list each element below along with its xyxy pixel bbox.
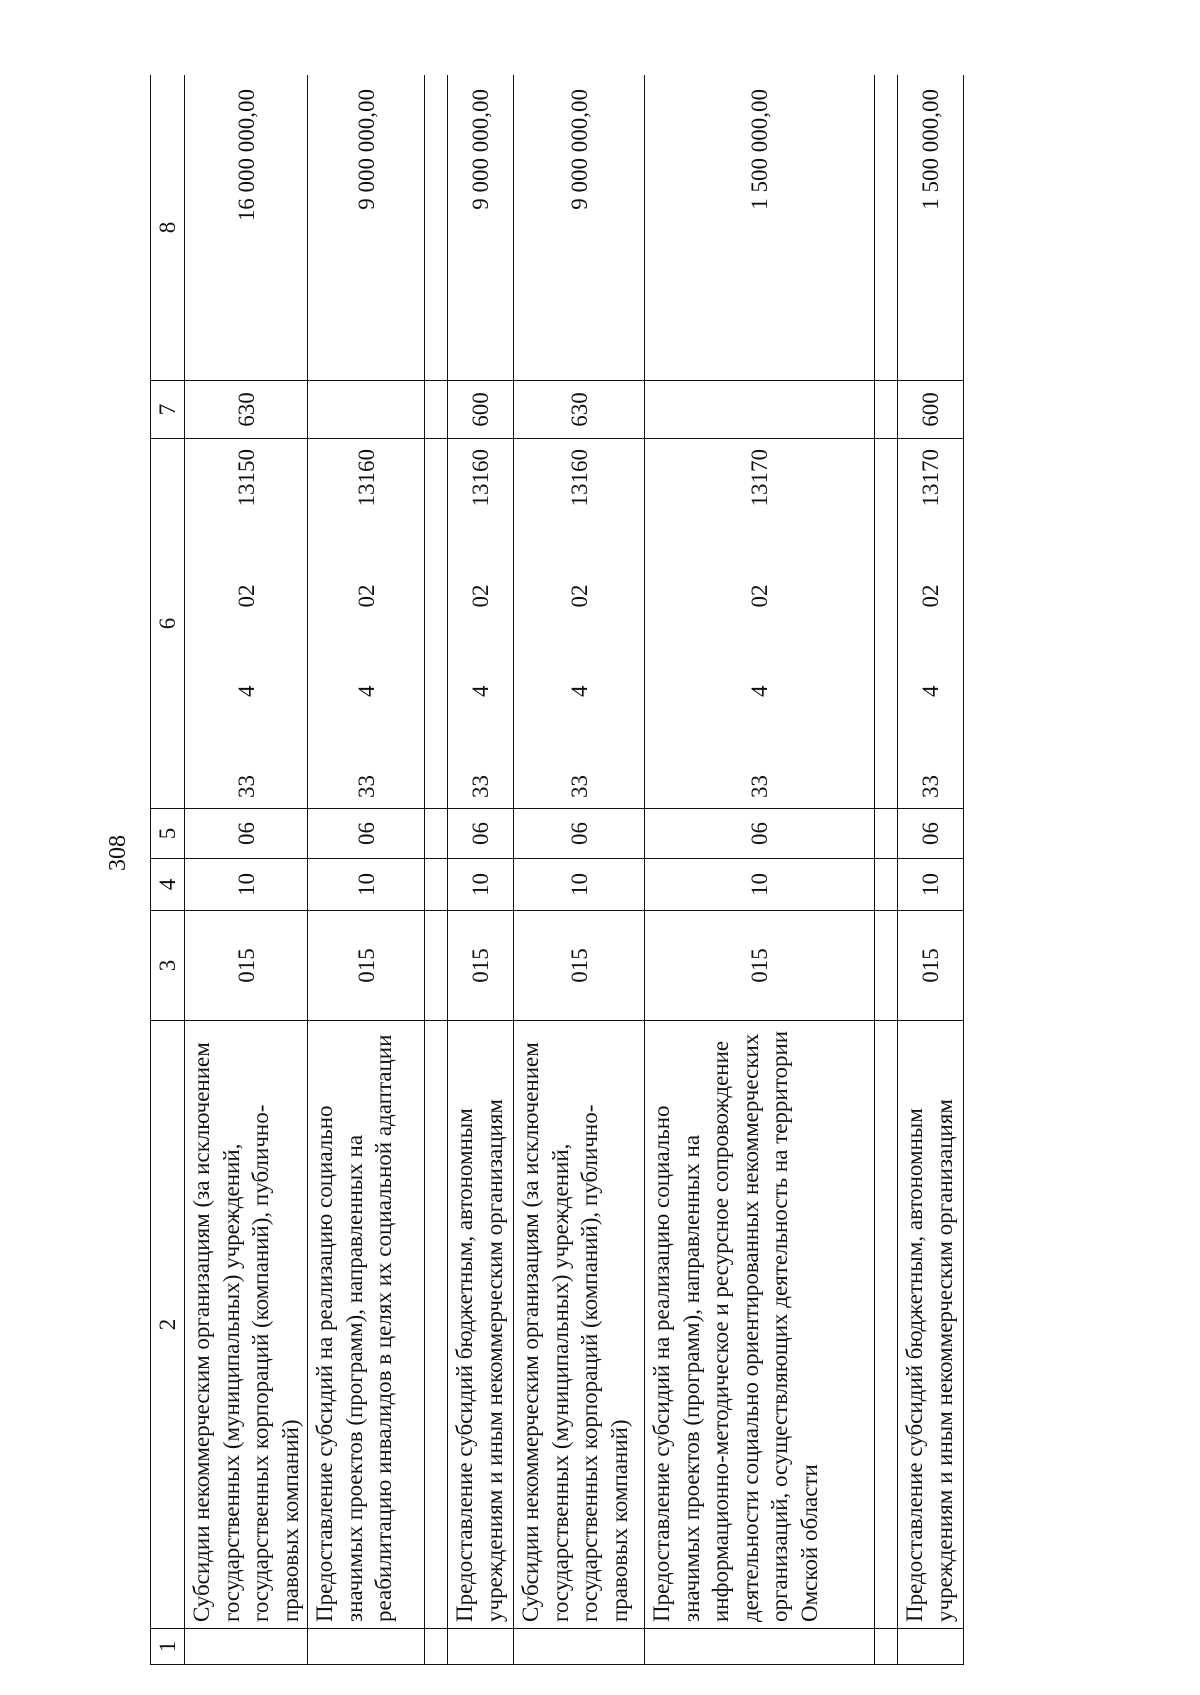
table-row bbox=[448, 75, 514, 1665]
code-event: 02 bbox=[353, 584, 379, 608]
row-section: 10 bbox=[308, 859, 425, 911]
row-number-cell bbox=[185, 1629, 308, 1665]
code-program: 33 bbox=[747, 775, 773, 798]
header-col-7: 7 bbox=[151, 381, 185, 439]
row-number-cell bbox=[898, 1629, 964, 1665]
row-admin-code: 015 bbox=[514, 911, 645, 1021]
table-row bbox=[898, 75, 964, 1665]
row-expense-type: 600 bbox=[898, 381, 964, 439]
spacer-row bbox=[425, 75, 448, 1665]
code-item: 13170 bbox=[747, 449, 773, 507]
row-subsection: 06 bbox=[185, 809, 308, 859]
code-event: 02 bbox=[747, 584, 773, 608]
code-item: 13150 bbox=[233, 449, 259, 507]
row-amount: 16 000 000,00 bbox=[185, 75, 308, 381]
row-expense-type: 630 bbox=[514, 381, 645, 439]
code-event: 02 bbox=[468, 584, 494, 608]
row-target-code bbox=[185, 439, 308, 809]
row-admin-code: 015 bbox=[448, 911, 514, 1021]
code-subprogram: 4 bbox=[918, 685, 944, 697]
code-event: 02 bbox=[918, 584, 944, 608]
header-col-6: 6 bbox=[151, 439, 185, 809]
row-section: 10 bbox=[514, 859, 645, 911]
row-section: 10 bbox=[185, 859, 308, 911]
row-target-code bbox=[898, 439, 964, 809]
code-program: 33 bbox=[566, 775, 592, 798]
row-expense-type bbox=[308, 381, 425, 439]
rotated-table-wrapper bbox=[150, 75, 1045, 1665]
header-col-3: 3 bbox=[151, 911, 185, 1021]
row-number-cell bbox=[448, 1629, 514, 1665]
row-amount: 9 000 000,00 bbox=[308, 75, 425, 381]
code-item: 13160 bbox=[353, 449, 379, 507]
row-name: Предоставление субсидий на реализацию социально значимых проектов (программ), направленных на информационно-методическое и ресурсное сопровождение деятельности социально ориентированных некоммерческих организаций, осуществляющих деятельность на территории Омской области bbox=[645, 1021, 875, 1629]
row-number-cell bbox=[514, 1629, 645, 1665]
row-target-code bbox=[448, 439, 514, 809]
code-event: 02 bbox=[566, 584, 592, 608]
row-subsection: 06 bbox=[645, 809, 875, 859]
table-row bbox=[514, 75, 645, 1665]
row-name: Предоставление субсидий бюджетным, автономным учреждениям и иным некоммерческим организациям bbox=[898, 1021, 964, 1629]
row-number-cell bbox=[645, 1629, 875, 1665]
row-amount: 1 500 000,00 bbox=[898, 75, 964, 381]
header-col-4: 4 bbox=[151, 859, 185, 911]
row-amount: 9 000 000,00 bbox=[448, 75, 514, 381]
code-program: 33 bbox=[353, 775, 379, 798]
row-section: 10 bbox=[898, 859, 964, 911]
code-item: 13170 bbox=[918, 449, 944, 507]
code-subprogram: 4 bbox=[747, 685, 773, 697]
table-row bbox=[308, 75, 425, 1665]
row-subsection: 06 bbox=[514, 809, 645, 859]
row-subsection: 06 bbox=[448, 809, 514, 859]
code-event: 02 bbox=[233, 584, 259, 608]
header-col-5: 5 bbox=[151, 809, 185, 859]
code-subprogram: 4 bbox=[353, 685, 379, 697]
table-viewport bbox=[150, 75, 1045, 1665]
code-program: 33 bbox=[918, 775, 944, 798]
row-admin-code: 015 bbox=[308, 911, 425, 1021]
row-admin-code: 015 bbox=[185, 911, 308, 1021]
row-section: 10 bbox=[448, 859, 514, 911]
table-row bbox=[645, 75, 875, 1665]
row-target-code bbox=[308, 439, 425, 809]
row-number-cell bbox=[308, 1629, 425, 1665]
row-expense-type bbox=[645, 381, 875, 439]
row-amount: 9 000 000,00 bbox=[514, 75, 645, 381]
code-subprogram: 4 bbox=[468, 685, 494, 697]
row-amount: 1 500 000,00 bbox=[645, 75, 875, 381]
row-admin-code: 015 bbox=[645, 911, 875, 1021]
code-item: 13160 bbox=[566, 449, 592, 507]
row-target-code bbox=[645, 439, 875, 809]
code-subprogram: 4 bbox=[566, 685, 592, 697]
header-col-8: 8 bbox=[151, 75, 185, 381]
row-subsection: 06 bbox=[308, 809, 425, 859]
budget-table bbox=[150, 75, 964, 1665]
row-name: Субсидии некоммерческим организациям (за исключением государственных (муниципальных) учреждений, государственных корпораций (компаний), публично-правовых компаний) bbox=[514, 1021, 645, 1629]
code-item: 13160 bbox=[468, 449, 494, 507]
row-name: Предоставление субсидий бюджетным, автономным учреждениям и иным некоммерческим организациям bbox=[448, 1021, 514, 1629]
code-subprogram: 4 bbox=[233, 685, 259, 697]
page-number: 308 bbox=[105, 835, 131, 871]
code-program: 33 bbox=[468, 775, 494, 798]
row-name: Субсидии некоммерческим организациям (за исключением государственных (муниципальных) учреждений, государственных корпораций (компаний), публично-правовых компаний) bbox=[185, 1021, 308, 1629]
row-admin-code: 015 bbox=[898, 911, 964, 1021]
table-row bbox=[185, 75, 308, 1665]
code-program: 33 bbox=[233, 775, 259, 798]
row-subsection: 06 bbox=[898, 809, 964, 859]
table-body bbox=[151, 75, 964, 1665]
header-col-1: 1 bbox=[151, 1629, 185, 1665]
row-expense-type: 630 bbox=[185, 381, 308, 439]
spacer-row bbox=[875, 75, 898, 1665]
row-section: 10 bbox=[645, 859, 875, 911]
header-row bbox=[151, 75, 185, 1665]
row-expense-type: 600 bbox=[448, 381, 514, 439]
header-col-2: 2 bbox=[151, 1021, 185, 1629]
row-target-code bbox=[514, 439, 645, 809]
row-name: Предоставление субсидий на реализацию социально значимых проектов (программ), направленных на реабилитацию инвалидов в целях их социальной адаптации bbox=[308, 1021, 425, 1629]
